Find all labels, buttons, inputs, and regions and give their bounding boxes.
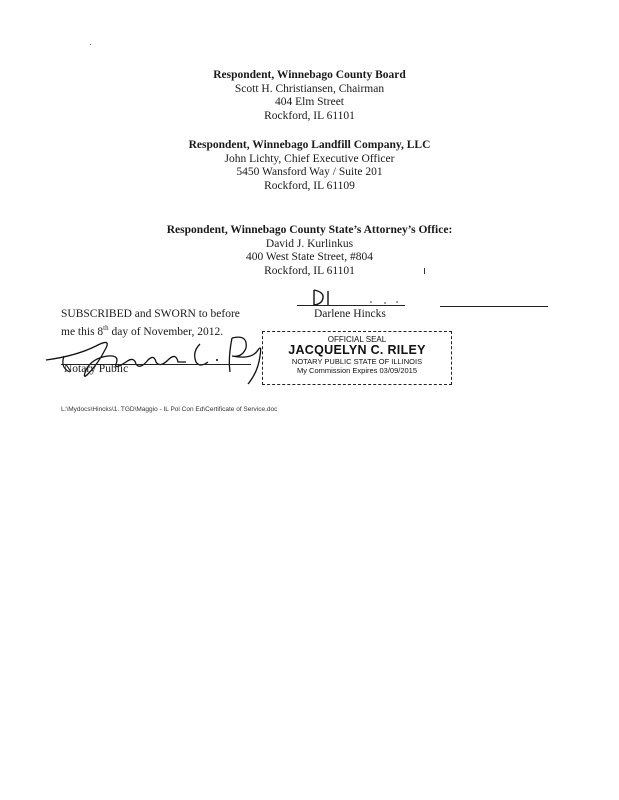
blank-line bbox=[440, 306, 548, 307]
respondent-landfill-company bbox=[0, 139, 619, 193]
official-seal-stamp bbox=[262, 331, 452, 385]
notary-signature bbox=[36, 326, 286, 388]
respondent-states-attorney bbox=[0, 224, 619, 278]
block-line: 5450 Wansford Way / Suite 201 bbox=[236, 166, 383, 179]
file-path-footer: L:\Mydocs\Hincks\1. TGD\Maggio - IL Pol Con Ed\Certificate of Service.doc bbox=[61, 406, 278, 413]
block-heading: Respondent, Winnebago Landfill Company, LLC bbox=[188, 139, 431, 151]
signature-line bbox=[297, 305, 405, 306]
block-line: Rockford, IL 61109 bbox=[264, 179, 355, 192]
seal-name: JACQUELYN C. RILEY bbox=[288, 343, 426, 357]
block-heading: Respondent, Winnebago County State’s Attorney’s Office: bbox=[166, 224, 453, 236]
notary-label: Notary Public bbox=[64, 363, 129, 375]
jurat-line: me this 8th day of November, 2012. bbox=[61, 323, 224, 338]
block-heading: Respondent, Winnebago County Board bbox=[213, 69, 406, 81]
seal-title: OFFICIAL SEAL bbox=[327, 335, 387, 344]
seal-state: NOTARY PUBLIC STATE OF ILLINOIS bbox=[291, 357, 423, 366]
block-line: John Lichty, Chief Executive Officer bbox=[224, 152, 395, 165]
block-line: Rockford, IL 61101 bbox=[264, 264, 355, 277]
jurat-line: SUBSCRIBED and SWORN to before bbox=[61, 308, 240, 320]
block-line: 404 Elm Street bbox=[275, 96, 344, 109]
block-line: Scott H. Christiansen, Chairman bbox=[234, 82, 385, 95]
respondent-county-board bbox=[0, 69, 619, 123]
seal-expiration: My Commission Expires 03/09/2015 bbox=[296, 366, 418, 375]
block-line: 400 West State Street, #804 bbox=[246, 251, 373, 264]
signer-name: Darlene Hincks bbox=[314, 308, 386, 320]
scan-speck bbox=[90, 44, 91, 45]
block-line: David J. Kurlinkus bbox=[265, 237, 354, 250]
scan-mark bbox=[424, 268, 425, 274]
block-line: Rockford, IL 61101 bbox=[264, 109, 355, 122]
